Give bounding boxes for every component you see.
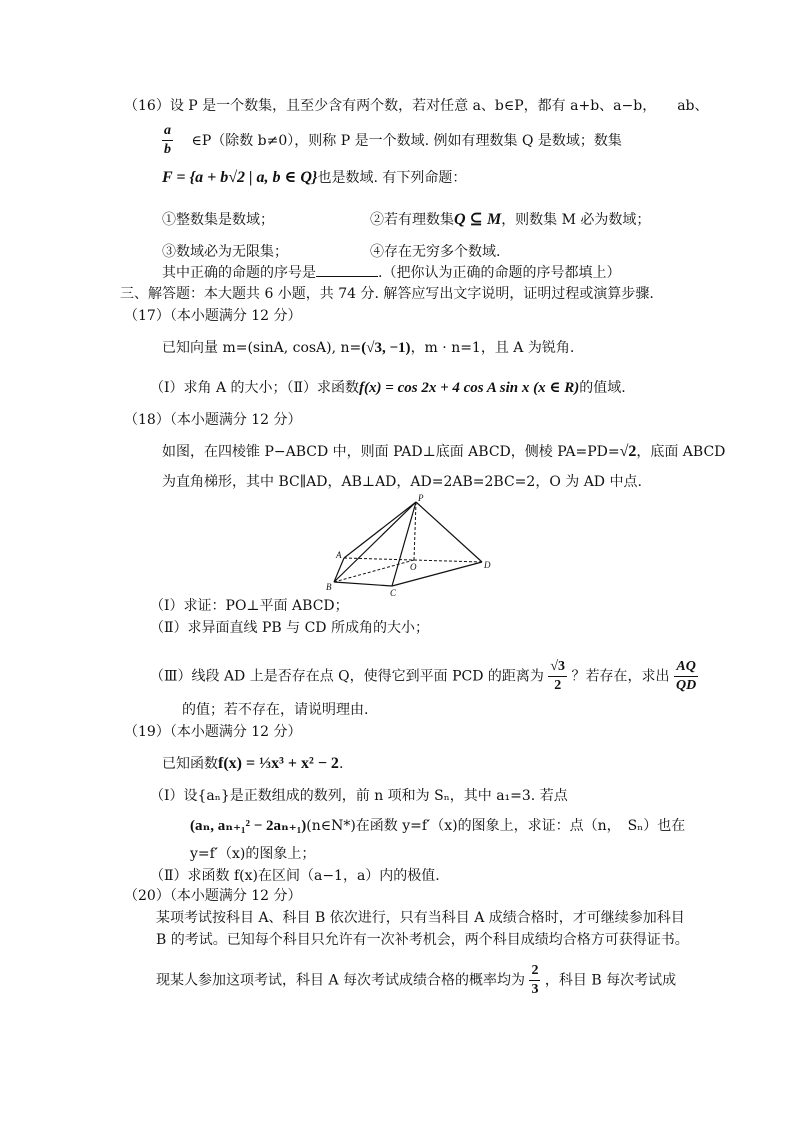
label-D: D: [484, 560, 491, 570]
label-O: O: [410, 562, 417, 572]
q17-line2: （Ⅰ）求角 A 的大小；（Ⅱ）求函数f(x) = cos 2x + 4 cos A sin x (x ∈ R)的值域.: [150, 380, 626, 396]
q16-answer-line: 其中正确的命题的序号是 .（把你认为正确的命题的序号都填上）: [162, 262, 620, 283]
q16-option1: ①整数集是数域；: [162, 212, 274, 228]
q16-line1: （16）设 P 是一个数集，且至少含有两个数，若对任意 a、b∈P，都有 a+b、a−b， ab、: [124, 98, 709, 114]
q16-option4: ④存在无穷多个数域.: [370, 244, 501, 260]
edge-PB: [334, 502, 416, 582]
set-F-formula: F = {a + b√2 | a, b ∈ Q}: [162, 169, 318, 186]
q18-line1: 如图，在四棱锥 P−ABCD 中，则面 PAD⊥底面 ABCD，侧棱 PA=PD=√2，底面 ABCD: [162, 443, 726, 460]
fraction-a-over-b: $\frac{a}{b}$: [164, 123, 171, 157]
q19-heading: （19）（本小题满分 12 分）: [124, 724, 302, 740]
label-C: C: [390, 588, 397, 598]
q18-line2: 为直角梯形，其中 BC∥AD，AB⊥AD，AD=2AB=2BC=2，O 为 AD 中点.: [162, 474, 642, 490]
q16-line2: $\frac{a}{b}$ ∈P（除数 b≠0），则称 P 是一个数域. 例如有理数集 Q 是数域；数集: [164, 123, 622, 157]
edge-PD: [416, 502, 482, 562]
fraction-2-over-3: $\frac{2}{3}$: [531, 963, 539, 997]
q19-part2: （Ⅱ）求函数 f(x)在区间（a−1，a）内的极值.: [150, 868, 440, 884]
q19-part1-line2: (aₙ, aₙ₊₁² − 2aₙ₊₁)(n∈N*)在函数 y=f′（x)的图象上，求证：点（n， Sₙ）也在: [190, 818, 686, 834]
pyramid-figure: [320, 494, 500, 598]
q20-heading: （20）（本小题满分 12 分）: [124, 888, 302, 904]
q20-line3: 现某人参加这项考试，科目 A 每次考试成绩合格的概率均为 $\frac{2}{3}$ ，科目 B 每次考试成: [156, 963, 677, 997]
edge-CD: [392, 562, 482, 586]
edge-PC: [392, 502, 416, 586]
q19-line1: 已知函数f(x) = ⅓x³ + x² − 2.: [162, 755, 344, 772]
q19-part1-line1: （Ⅰ）设{aₙ}是正数组成的数列，前 n 项和为 Sₙ，其中 a₁=3. 若点: [150, 788, 568, 804]
edge-BC: [334, 582, 392, 586]
section-3-heading: 三、解答题：本大题共 6 小题，共 74 分. 解答应写出文字说明，证明过程或演算步骤.: [120, 286, 654, 302]
q17-heading: （17）（本小题满分 12 分）: [124, 308, 302, 324]
fraction-sqrt3-over-2: $\frac{√3}{2}$: [550, 659, 566, 693]
label-B: B: [326, 582, 332, 592]
label-P: P: [418, 494, 424, 503]
answer-blank: [316, 262, 378, 277]
q19-part1-line3: y=f′（x)的图象上；: [190, 846, 316, 862]
q16-option2: ②若有理数集Q ⊆ M，则数集 M 必为数域；: [370, 211, 651, 228]
q18-part3-end: 的值；若不存在，请说明理由.: [182, 702, 369, 718]
q18-heading: （18）（本小题满分 12 分）: [124, 412, 302, 428]
q18-part2: （Ⅱ）求异面直线 PB 与 CD 所成角的大小；: [150, 620, 429, 636]
edge-AB: [334, 558, 344, 582]
q17-line1: 已知向量 m=(sinA, cosA), n=(√3, −1)，m · n=1，且 A 为锐角.: [162, 340, 575, 356]
edge-PA: [344, 502, 416, 558]
q20-line2: B 的考试。已知每个科目只允许有一次补考机会，两个科目成绩均合格方可获得证书。: [156, 932, 689, 948]
fraction-AQ-over-QD: $\frac{AQ}{QD}$: [675, 659, 697, 693]
q20-line1: 某项考试按科目 A、科目 B 依次进行，只有当科目 A 成绩合格时，才可继续参加科目: [156, 910, 685, 926]
segment-PO-hidden: [414, 502, 416, 560]
q16-option3: ③数域必为无限集；: [162, 244, 288, 260]
q18-part1: （Ⅰ）求证：PO⊥平面 ABCD；: [150, 598, 349, 614]
label-A: A: [336, 550, 342, 560]
q18-part3: （Ⅲ）线段 AD 上是否存在点 Q，使得它到平面 PCD 的距离为 $\frac{√3}{2}$ ？若存在，求出 $\frac{AQ}{QD}$: [150, 659, 697, 693]
q16-line3: F = {a + b√2 | a, b ∈ Q}也是数域. 有下列命题：: [162, 169, 467, 186]
